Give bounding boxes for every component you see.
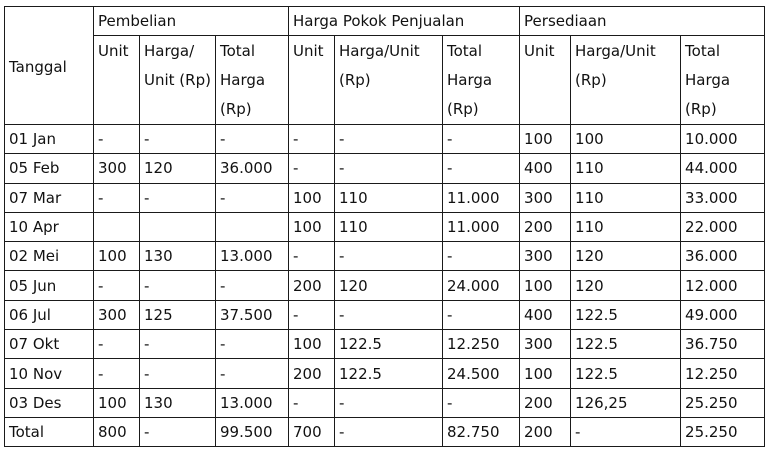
cell-cogs-total: 11.000 bbox=[443, 212, 520, 241]
cell-purchase-total: 13.000 bbox=[216, 388, 289, 417]
cell-inventory-price: 120 bbox=[571, 242, 681, 271]
table-row bbox=[5, 154, 765, 183]
cell-inventory-total: 36.750 bbox=[681, 330, 765, 359]
header-cogs-total: Total Harga (Rp) bbox=[443, 36, 520, 125]
cell-purchase-unit: 300 bbox=[94, 300, 140, 329]
cell-inventory-price: 110 bbox=[571, 212, 681, 241]
cell-purchase-unit: 800 bbox=[94, 417, 140, 446]
cell-purchase-price: - bbox=[140, 183, 216, 212]
cell-cogs-total: - bbox=[443, 154, 520, 183]
header-cogs-unit: Unit bbox=[289, 36, 335, 125]
header-purchase-unit: Unit bbox=[94, 36, 140, 125]
cell-purchase-total: 99.500 bbox=[216, 417, 289, 446]
cell-cogs-unit: 200 bbox=[289, 271, 335, 300]
cell-date: 03 Des bbox=[5, 388, 94, 417]
cell-purchase-unit: 100 bbox=[94, 242, 140, 271]
table-row bbox=[5, 183, 765, 212]
cell-cogs-unit: - bbox=[289, 388, 335, 417]
cell-date: 07 Okt bbox=[5, 330, 94, 359]
cell-cogs-price: - bbox=[335, 242, 443, 271]
cell-inventory-unit: 400 bbox=[520, 300, 571, 329]
cell-purchase-price: 130 bbox=[140, 242, 216, 271]
cell-purchase-total: 37.500 bbox=[216, 300, 289, 329]
cell-purchase-total: - bbox=[216, 271, 289, 300]
cell-cogs-price: - bbox=[335, 417, 443, 446]
table-row bbox=[5, 271, 765, 300]
cell-purchase-unit: - bbox=[94, 183, 140, 212]
cell-purchase-price: 125 bbox=[140, 300, 216, 329]
cell-cogs-price: 122.5 bbox=[335, 359, 443, 388]
header-cogs-price: Harga/Unit (Rp) bbox=[335, 36, 443, 125]
cell-purchase-unit: - bbox=[94, 330, 140, 359]
cell-cogs-unit: - bbox=[289, 242, 335, 271]
cell-purchase-unit: - bbox=[94, 125, 140, 154]
cell-inventory-total: 33.000 bbox=[681, 183, 765, 212]
cell-inventory-total: 49.000 bbox=[681, 300, 765, 329]
cell-purchase-price: - bbox=[140, 330, 216, 359]
header-purchase-total: Total Harga (Rp) bbox=[216, 36, 289, 125]
header-group-inventory: Persediaan bbox=[520, 7, 765, 36]
header-group-cogs: Harga Pokok Penjualan bbox=[289, 7, 520, 36]
cell-inventory-unit: 100 bbox=[520, 125, 571, 154]
header-date: Tanggal bbox=[5, 7, 94, 125]
cell-cogs-total: 11.000 bbox=[443, 183, 520, 212]
cell-inventory-total: 36.000 bbox=[681, 242, 765, 271]
cell-cogs-price: - bbox=[335, 300, 443, 329]
header-inventory-unit: Unit bbox=[520, 36, 571, 125]
cell-purchase-unit bbox=[94, 212, 140, 241]
table-row bbox=[5, 388, 765, 417]
cell-inventory-price: 120 bbox=[571, 271, 681, 300]
cell-inventory-unit: 400 bbox=[520, 154, 571, 183]
cell-inventory-unit: 100 bbox=[520, 271, 571, 300]
cell-date: 06 Jul bbox=[5, 300, 94, 329]
table-row bbox=[5, 212, 765, 241]
cell-inventory-total: 25.250 bbox=[681, 388, 765, 417]
cell-purchase-price bbox=[140, 212, 216, 241]
cell-cogs-total: 12.250 bbox=[443, 330, 520, 359]
cell-cogs-unit: - bbox=[289, 125, 335, 154]
total-row bbox=[5, 417, 765, 446]
cell-inventory-unit: 100 bbox=[520, 359, 571, 388]
cell-purchase-unit: - bbox=[94, 271, 140, 300]
cell-purchase-total: 13.000 bbox=[216, 242, 289, 271]
cell-inventory-price: 110 bbox=[571, 154, 681, 183]
inventory-fifo-table bbox=[4, 6, 765, 447]
cell-purchase-price: - bbox=[140, 359, 216, 388]
cell-purchase-unit: 300 bbox=[94, 154, 140, 183]
cell-inventory-unit: 200 bbox=[520, 388, 571, 417]
cell-cogs-price: 110 bbox=[335, 212, 443, 241]
cell-cogs-unit: 700 bbox=[289, 417, 335, 446]
cell-inventory-price: 122.5 bbox=[571, 330, 681, 359]
cell-date: 10 Apr bbox=[5, 212, 94, 241]
cell-cogs-price: 110 bbox=[335, 183, 443, 212]
cell-inventory-unit: 300 bbox=[520, 183, 571, 212]
cell-cogs-unit: 100 bbox=[289, 212, 335, 241]
cell-cogs-unit: - bbox=[289, 154, 335, 183]
table-row bbox=[5, 300, 765, 329]
cell-date: 07 Mar bbox=[5, 183, 94, 212]
cell-cogs-total: - bbox=[443, 388, 520, 417]
cell-purchase-price: - bbox=[140, 125, 216, 154]
cell-inventory-price: 122.5 bbox=[571, 359, 681, 388]
cell-inventory-unit: 300 bbox=[520, 330, 571, 359]
cell-inventory-total: 44.000 bbox=[681, 154, 765, 183]
table-row bbox=[5, 242, 765, 271]
cell-purchase-total: - bbox=[216, 359, 289, 388]
cell-date: 10 Nov bbox=[5, 359, 94, 388]
cell-inventory-price: 122.5 bbox=[571, 300, 681, 329]
cell-purchase-price: - bbox=[140, 417, 216, 446]
table-row bbox=[5, 330, 765, 359]
cell-date: 05 Jun bbox=[5, 271, 94, 300]
cell-purchase-total: - bbox=[216, 330, 289, 359]
table-row bbox=[5, 125, 765, 154]
cell-inventory-total: 10.000 bbox=[681, 125, 765, 154]
cell-inventory-total: 25.250 bbox=[681, 417, 765, 446]
cell-cogs-total: - bbox=[443, 242, 520, 271]
cell-inventory-price: 100 bbox=[571, 125, 681, 154]
cell-purchase-price: 120 bbox=[140, 154, 216, 183]
cell-date: 01 Jan bbox=[5, 125, 94, 154]
cell-inventory-price: 110 bbox=[571, 183, 681, 212]
table-body bbox=[5, 125, 765, 447]
cell-cogs-total: - bbox=[443, 300, 520, 329]
cell-cogs-total: 24.000 bbox=[443, 271, 520, 300]
cell-cogs-unit: 200 bbox=[289, 359, 335, 388]
cell-cogs-price: - bbox=[335, 154, 443, 183]
cell-purchase-price: - bbox=[140, 271, 216, 300]
cell-purchase-total: - bbox=[216, 125, 289, 154]
cell-inventory-price: 126,25 bbox=[571, 388, 681, 417]
cell-date: Total bbox=[5, 417, 94, 446]
cell-purchase-price: 130 bbox=[140, 388, 216, 417]
cell-purchase-total: - bbox=[216, 183, 289, 212]
table-row bbox=[5, 359, 765, 388]
cell-inventory-unit: 200 bbox=[520, 417, 571, 446]
cell-purchase-total bbox=[216, 212, 289, 241]
cell-cogs-total: 82.750 bbox=[443, 417, 520, 446]
cell-cogs-unit: 100 bbox=[289, 330, 335, 359]
header-group-purchase: Pembelian bbox=[94, 7, 289, 36]
cell-cogs-unit: 100 bbox=[289, 183, 335, 212]
cell-date: 05 Feb bbox=[5, 154, 94, 183]
cell-cogs-price: - bbox=[335, 125, 443, 154]
cell-purchase-total: 36.000 bbox=[216, 154, 289, 183]
cell-date: 02 Mei bbox=[5, 242, 94, 271]
cell-cogs-price: - bbox=[335, 388, 443, 417]
cell-cogs-price: 122.5 bbox=[335, 330, 443, 359]
cell-purchase-unit: - bbox=[94, 359, 140, 388]
header-inventory-price: Harga/Unit (Rp) bbox=[571, 36, 681, 125]
cell-purchase-unit: 100 bbox=[94, 388, 140, 417]
cell-inventory-unit: 200 bbox=[520, 212, 571, 241]
cell-cogs-price: 120 bbox=[335, 271, 443, 300]
cell-inventory-total: 12.000 bbox=[681, 271, 765, 300]
cell-inventory-total: 12.250 bbox=[681, 359, 765, 388]
cell-inventory-unit: 300 bbox=[520, 242, 571, 271]
header-purchase-price: Harga/ Unit (Rp) bbox=[140, 36, 216, 125]
cell-cogs-total: 24.500 bbox=[443, 359, 520, 388]
cell-cogs-unit: - bbox=[289, 300, 335, 329]
cell-inventory-price: - bbox=[571, 417, 681, 446]
cell-inventory-total: 22.000 bbox=[681, 212, 765, 241]
header-inventory-total: Total Harga (Rp) bbox=[681, 36, 765, 125]
cell-cogs-total: - bbox=[443, 125, 520, 154]
